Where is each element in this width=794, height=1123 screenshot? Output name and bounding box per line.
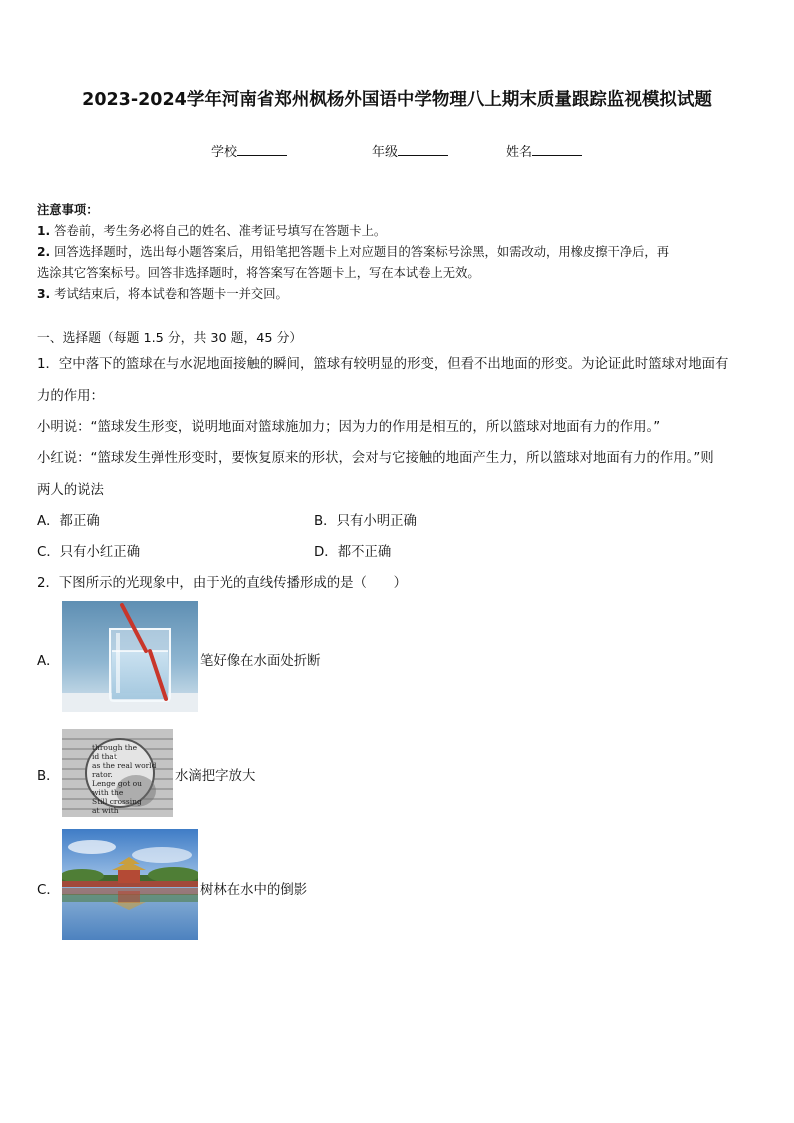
section-heading: 一、选择题（每题 1.5 分，共 30 题，45 分） [37,331,303,346]
q1-option-d: D．都不正确 [314,545,392,560]
grade-blank [398,143,448,156]
beaker-pencil-image [62,601,198,712]
q1-xiaohong-line2: 两人的说法 [37,483,104,498]
magnified-text-image [62,729,173,817]
q2-option-b-letter: B． [37,769,60,784]
notice-item-continued: 选涂其它答案标号。回答非选择题时，将答案写在答题卡上，写在本试卷上无效。 [37,266,480,280]
school-field [211,141,287,160]
q1-xiaohong-line1: 小红说：“篮球发生弹性形变时，要恢复原来的形状，会对与它接触的地面产生力，所以篮球对地面有力的作用。”则 [37,451,714,466]
magnified-words: through the id that as the real world rator. Lenge got ou with the Still crossing at with [92,743,157,815]
grade-label: 年级 [372,145,399,160]
q1-xiaoming-statement: 小明说：“篮球发生形变，说明地面对篮球施加力；因为力的作用是相互的，所以篮球对地面有力的作用。” [37,420,661,435]
page-title: 2023-2024学年河南省郑州枫杨外国语中学物理八上期末质量跟踪监视模拟试题 [82,90,712,110]
palace-reflection-image [62,829,198,940]
q2-option-a-text: 笔好像在水面处折断 [200,654,321,669]
q1-option-c: C．只有小红正确 [37,545,141,560]
notice-heading: 注意事项： [37,203,99,217]
notice-item: 2. 回答选择题时，选出每小题答案后，用铅笔把答题卡上对应题目的答案标号涂黑，如需改动，用橡皮擦干净后，再 [37,245,670,259]
name-label: 姓名 [506,145,533,160]
notice-item: 3. 考试结束后，将本试卷和答题卡一并交回。 [37,287,288,301]
q2-option-c-text: 树林在水中的倒影 [200,883,308,898]
school-blank [237,143,287,156]
school-label: 学校 [211,145,238,160]
q2-stem: 2．下图所示的光现象中，由于光的直线传播形成的是（ ） [37,576,408,591]
notice-item: 1. 答卷前，考生务必将自己的姓名、准考证号填写在答题卡上。 [37,224,387,238]
q2-option-c-letter: C． [37,883,60,898]
grade-field [372,141,448,160]
name-field [506,141,582,160]
q2-option-a-letter: A． [37,654,60,669]
q1-option-b: B．只有小明正确 [314,514,417,529]
q2-option-b-text: 水滴把字放大 [175,769,256,784]
q1-stem-line2: 力的作用： [37,389,104,404]
q1-option-a: A．都正确 [37,514,100,529]
q1-stem-line1: 1．空中落下的篮球在与水泥地面接触的瞬间，篮球有较明显的形变，但看不出地面的形变。为论证此时篮球对地面有 [37,357,729,372]
name-blank [532,143,582,156]
